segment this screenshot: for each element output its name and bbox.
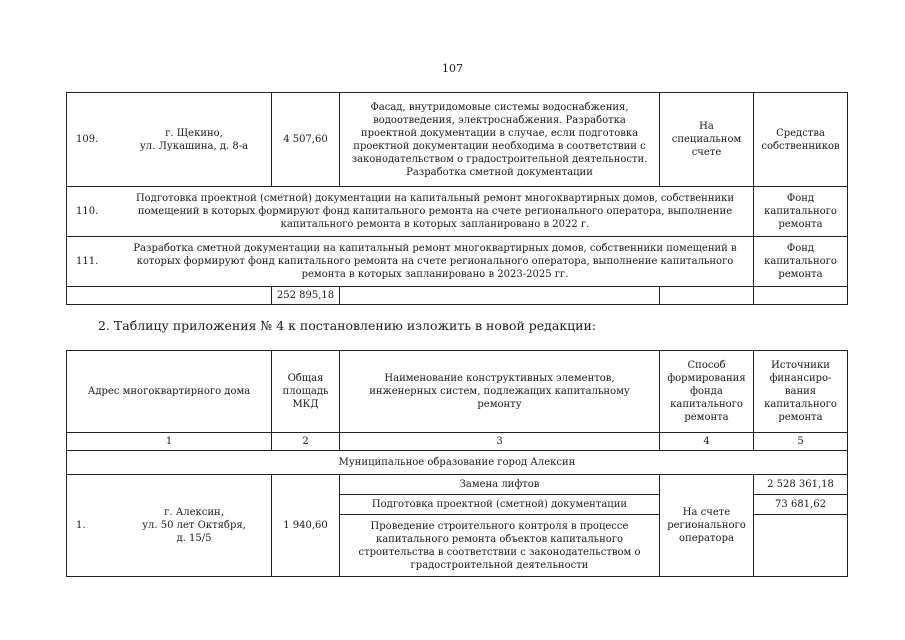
area-cell: 1 940,60 bbox=[272, 475, 340, 577]
header-source: Источники финансиро- вания капитального ремонта bbox=[754, 351, 848, 433]
header-method: Способ формирования фонда капитального ремонта bbox=[660, 351, 754, 433]
municipality-cell: Муниципальное образование город Алексин bbox=[67, 451, 848, 475]
blank-cell bbox=[660, 287, 754, 305]
source-cell: Средства собственников bbox=[754, 93, 848, 187]
column-number: 3 bbox=[340, 433, 660, 451]
address-line: ул. Лукашина, д. 8-а bbox=[139, 140, 249, 152]
works-table-new bbox=[66, 350, 848, 577]
table-row bbox=[67, 187, 848, 237]
source-cell: Фонд капитального ремонта bbox=[754, 187, 848, 237]
column-number: 1 bbox=[67, 433, 272, 451]
amount-cell bbox=[754, 515, 848, 577]
work-item: Замена лифтов bbox=[340, 475, 660, 495]
table-row bbox=[67, 475, 848, 495]
total-row bbox=[67, 287, 848, 305]
header-area: Общая площадь МКД bbox=[272, 351, 340, 433]
table-row bbox=[67, 237, 848, 287]
municipality-row bbox=[67, 451, 848, 475]
works-table-continued bbox=[66, 92, 848, 305]
row-number: 1. bbox=[76, 520, 86, 531]
row-number: 109. bbox=[76, 134, 99, 145]
column-number: 2 bbox=[272, 433, 340, 451]
work-item: Подготовка проектной (сметной) документации bbox=[340, 495, 660, 515]
section-heading: 2. Таблицу приложения № 4 к постановлению изложить в новой редакции: bbox=[98, 318, 597, 333]
amount-cell: 73 681,62 bbox=[754, 495, 848, 515]
address-cell bbox=[67, 93, 272, 187]
row-number: 111. bbox=[76, 256, 99, 267]
method-cell: На специальном счете bbox=[660, 93, 754, 187]
blank-cell bbox=[340, 287, 660, 305]
blank-cell bbox=[67, 287, 272, 305]
area-cell: 4 507,60 bbox=[272, 93, 340, 187]
address-cell: 1. г. Алексин, ул. 50 лет Октября, д. 15/5 bbox=[67, 475, 272, 577]
page-number: 107 bbox=[442, 62, 463, 75]
blank-cell bbox=[754, 287, 848, 305]
method-cell: На счете регионального оператора bbox=[660, 475, 754, 577]
merged-text-cell: 110. Подготовка проектной (сметной) документации на капитальный ремонт многоквартирных домов, собственники помещений в которых формируют фонд капитального ремонта на счете регионального оператора, выполнение капитального ремонта в которых запланировано в 2022 г. bbox=[67, 187, 754, 237]
work-item: Проведение строительного контроля в процессе капитального ремонта объектов капитального строительства в соответствии с законодательством о градостроительной деятельности bbox=[340, 515, 660, 577]
row-number: 110. bbox=[76, 206, 99, 217]
total-cell: 252 895,18 bbox=[272, 287, 340, 305]
header-address: Адрес многоквартирного дома bbox=[67, 351, 272, 433]
column-number-row bbox=[67, 433, 848, 451]
address-line: г. Щекино, bbox=[165, 127, 223, 139]
table-row bbox=[67, 93, 848, 187]
works-cell: Фасад, внутридомовые системы водоснабжения, водоотведения, электроснабжения. Разработка проектной документации в случае, если подготовка проектной документации необходима в соответствии с законодательством о градостроительной деятельности. Разработка сметной документации bbox=[340, 93, 660, 187]
amount-cell: 2 528 361,18 bbox=[754, 475, 848, 495]
source-cell: Фонд капитального ремонта bbox=[754, 237, 848, 287]
column-number: 4 bbox=[660, 433, 754, 451]
header-elements: Наименование конструктивных элементов, инженерных систем, подлежащих капитальному ремонту bbox=[340, 351, 660, 433]
column-number: 5 bbox=[754, 433, 848, 451]
header-row bbox=[67, 351, 848, 433]
merged-text-cell: 111. Разработка сметной документации на капитальный ремонт многоквартирных домов, собственники помещений в которых формируют фонд капитального ремонта на счете регионального оператора, выполнение капитального ремонта в которых запланировано в 2023-2025 гг. bbox=[67, 237, 754, 287]
